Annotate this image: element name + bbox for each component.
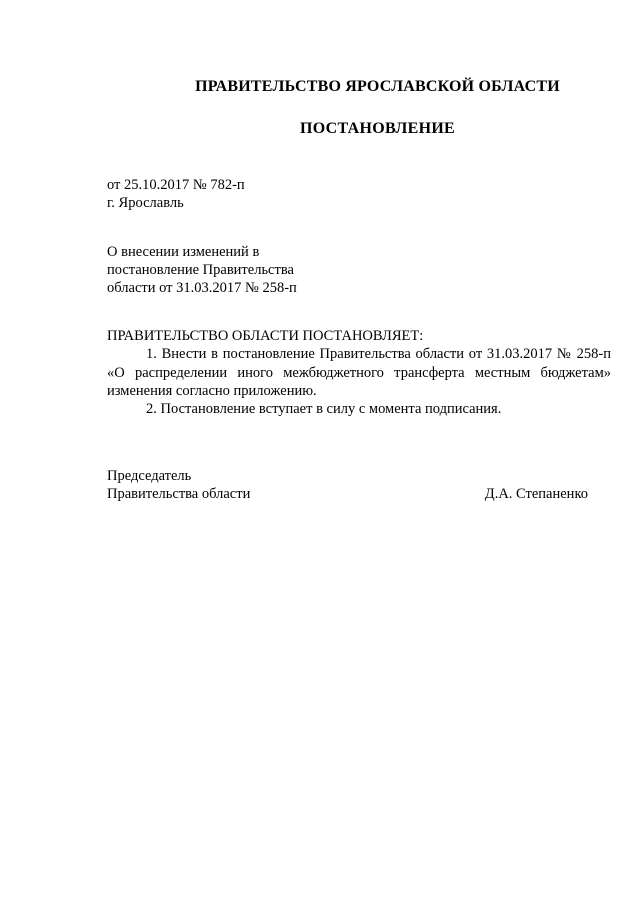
subject-line-1: О внесении изменений в [107,244,260,260]
date-number: от 25.10.2017 № 782-п [107,177,245,193]
subject-line-2: постановление Правительства [107,262,294,278]
signer-title-line-2: Правительства области [107,486,251,502]
city: г. Ярославль [107,195,184,211]
signer-title-line-1: Председатель [107,468,192,484]
subject-line-3: области от 31.03.2017 № 258-п [107,280,297,296]
item-1: 1. Внести в постановление Правительства области от 31.03.2017 № 258-п «О распределении иного межбюджетного трансферта местным бюджетам» изменения согласно приложению. [107,346,611,399]
document-type-title: ПОСТАНОВЛЕНИЕ [299,120,456,137]
item-2: 2. Постановление вступает в силу с момента подписания. [146,401,502,417]
organization-title: ПРАВИТЕЛЬСТВО ЯРОСЛАВСКОЙ ОБЛАСТИ [195,78,560,95]
signer-name: Д.А. Степаненко [484,486,588,502]
preamble: ПРАВИТЕЛЬСТВО ОБЛАСТИ ПОСТАНОВЛЯЕТ: [107,328,424,344]
